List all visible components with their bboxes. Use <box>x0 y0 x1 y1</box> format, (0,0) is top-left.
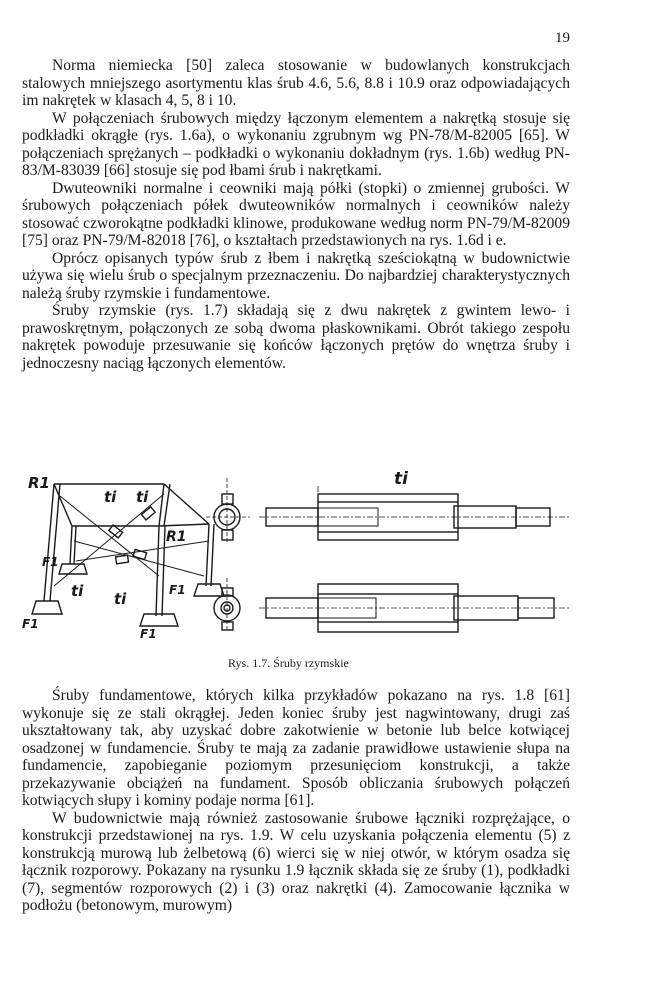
label-ti: ti <box>136 488 149 506</box>
page-number: 19 <box>555 30 570 46</box>
paragraph: Śruby fundamentowe, których kilka przykładów pokazano na rys. 1.8 [61] wykonuje się ze stali okrągłej. Jeden koniec śruby jest nagwintowany, drugi zaś ukształtowany tak, aby uzyskać dobre zakotwienie w betonie lub belce kotwiącej osadzonej w fundamencie. Śruby te mają za zadanie prawidłowe ustawienie słupa na fundamencie, zapobieganie poziomym przesunięciom konstrukcji, a także przekazywanie obciążeń na fundament. Sposób obliczania śrubowych połączeń kotwiących słupy i kominy podaje norma [61]. <box>22 687 570 809</box>
label-r1: R1 <box>166 529 187 545</box>
figure-caption: Rys. 1.7. Śruby rzymskie <box>228 656 349 670</box>
label-f1: F1 <box>169 583 186 597</box>
label-r1: R1 <box>28 474 50 492</box>
body-text-lower <box>22 687 570 915</box>
figure-turnbuckles <box>14 466 594 651</box>
label-ti: ti <box>104 488 117 506</box>
paragraph: Śruby rzymskie (rys. 1.7) składają się z dwu nakrętek z gwintem lewo- i prawoskrętnym, połączonych ze sobą dwoma płaskownikami. Obrót takiego zespołu nakrętek powoduje przesuwanie się końców łączonych prętów do wnętrza śruby i jednoczesny naciąg łączonych elementów. <box>22 302 570 372</box>
label-f1: F1 <box>140 627 157 641</box>
paragraph: W budownictwie mają również zastosowanie śrubowe łączniki rozprężające, o konstrukcji przedstawionej na rys. 1.9. W celu uzyskania połączenia elementu (5) z konstrukcją murową lub żelbetową (6) wierci się w niej otwór, w którym osadza się łącznik rozporowy. Pokazany na rysunku 1.9 łącznik składa się ze śruby (1), podkładki (7), segmentów rozporowych (2) i (3) oraz nakrętki (4). Zamocowanie łącznika w podłożu (betonowym, murowym) <box>22 809 570 914</box>
label-f1: F1 <box>22 617 39 631</box>
label-ti: ti <box>394 469 408 489</box>
body-text-upper <box>22 57 570 372</box>
paragraph: W połączeniach śrubowych między łączonym elementem a nakrętką stosuje się podkładki okrągłe (rys. 1.6a), o wykonaniu zgrubnym wg PN-78/M-82005 [65]. W połączeniach sprężanych – podkładki o wykonaniu dokładnym (rys. 1.6b) według PN-83/M-83039 [66] stosuje się pod łbami śrub i nakrętkami. <box>22 109 570 179</box>
label-f1: F1 <box>42 555 59 569</box>
paragraph: Dwuteowniki normalne i ceowniki mają półki (stopki) o zmiennej grubości. W śrubowych połączeniach półek dwuteowników normalnych i ceowników należy stosować czworokątne podkładki klinowe, produkowane według norm PN-79/M-82009 [75] oraz PN-79/M-82018 [76], o kształtach przedstawionych na rys. 1.6d i e. <box>22 179 570 249</box>
turnbuckle-bottom <box>259 584 569 632</box>
turnbuckle-drawing <box>14 466 594 651</box>
turnbuckle-top <box>259 486 569 540</box>
label-ti: ti <box>71 582 84 600</box>
paragraph: Norma niemiecka [50] zaleca stosowanie w budowlanych konstrukcjach stalowych mniejszego asortymentu klas śrub 4.6, 5.6, 8.8 i 10.9 oraz odpowiadających im nakrętek w klasach 4, 5, 8 i 10. <box>22 57 570 109</box>
label-ti: ti <box>114 590 127 608</box>
frame-sketch <box>32 484 224 626</box>
paragraph: Oprócz opisanych typów śrub z łbem i nakrętką sześciokątną w budownictwie używa się wielu śrub o specjalnym przeznaczeniu. Do najbardziej charakterystycznych należą śruby rzymskie i fundamentowe. <box>22 249 570 302</box>
